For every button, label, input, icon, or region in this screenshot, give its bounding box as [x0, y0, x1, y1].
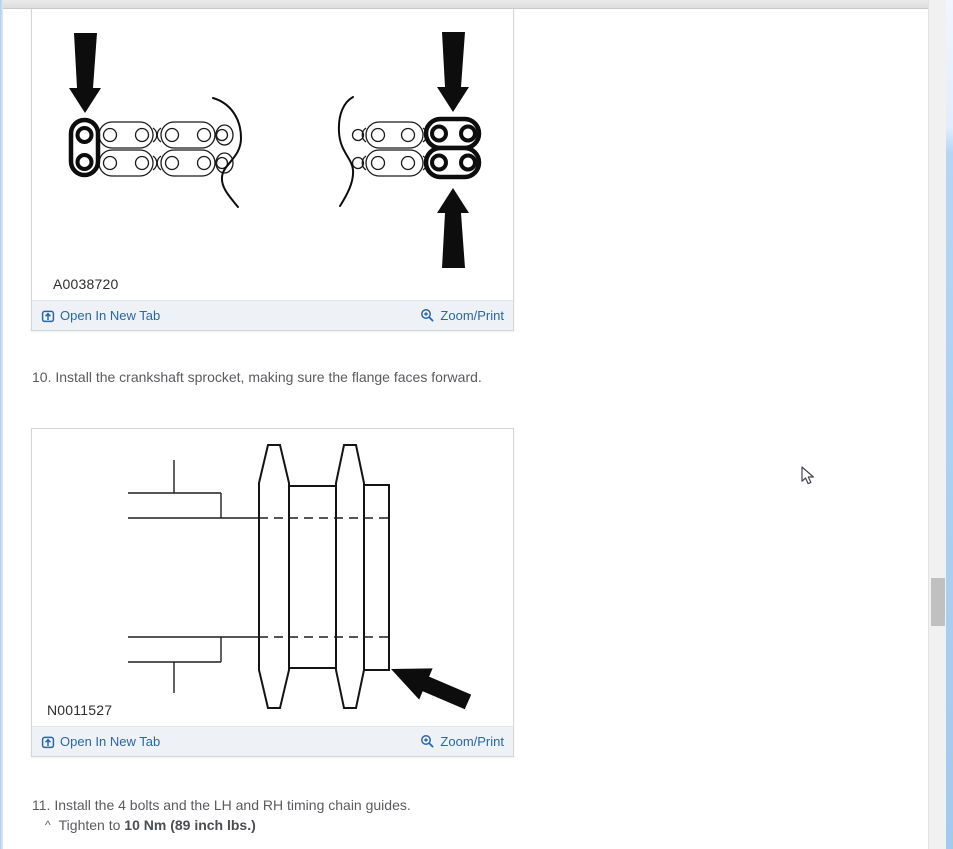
crankshaft-sprocket-diagram: [32, 430, 513, 726]
mouse-cursor: [801, 466, 817, 486]
step-11-text: 11. Install the 4 bolts and the LH and RH timing chain guides.: [32, 797, 411, 813]
zoom-print-label: Zoom/Print: [440, 734, 504, 749]
zoom-print-link[interactable]: [420, 734, 504, 749]
open-in-new-tab-link[interactable]: [41, 308, 160, 323]
figure-caption: A0038720: [53, 276, 119, 292]
timing-chain-diagram: [32, 0, 513, 300]
window-left-edge: [0, 0, 3, 849]
open-in-new-tab-label: Open In New Tab: [60, 734, 161, 749]
caret-bullet: ^: [45, 818, 51, 832]
scrollbar-thumb[interactable]: [931, 578, 945, 626]
figure-box-timing-chain: [31, 0, 514, 331]
torque-note: [45, 817, 256, 833]
figure-caption: N0011527: [47, 702, 113, 718]
magnifier-plus-icon: [420, 308, 435, 323]
zoom-print-link[interactable]: [420, 308, 504, 323]
scrollbar-track[interactable]: [928, 0, 946, 849]
flange-pointer-arrow: [391, 668, 471, 709]
figure-toolbar: [32, 726, 513, 756]
figure-toolbar: [32, 300, 513, 330]
open-in-new-tab-icon: [41, 735, 55, 749]
window-right-edge: [946, 0, 953, 849]
step-10-text: 10. Install the crankshaft sprocket, making sure the flange faces forward.: [32, 369, 482, 385]
zoom-print-label: Zoom/Print: [440, 308, 504, 323]
torque-value: 10 Nm (89 inch lbs.): [124, 817, 256, 833]
figure-box-crankshaft-sprocket: [31, 428, 514, 757]
header-bottom-edge: [3, 0, 928, 9]
torque-prefix: Tighten to: [58, 817, 125, 833]
open-in-new-tab-link[interactable]: [41, 734, 160, 749]
open-in-new-tab-icon: [41, 309, 55, 323]
magnifier-plus-icon: [420, 734, 435, 749]
open-in-new-tab-label: Open In New Tab: [60, 308, 161, 323]
